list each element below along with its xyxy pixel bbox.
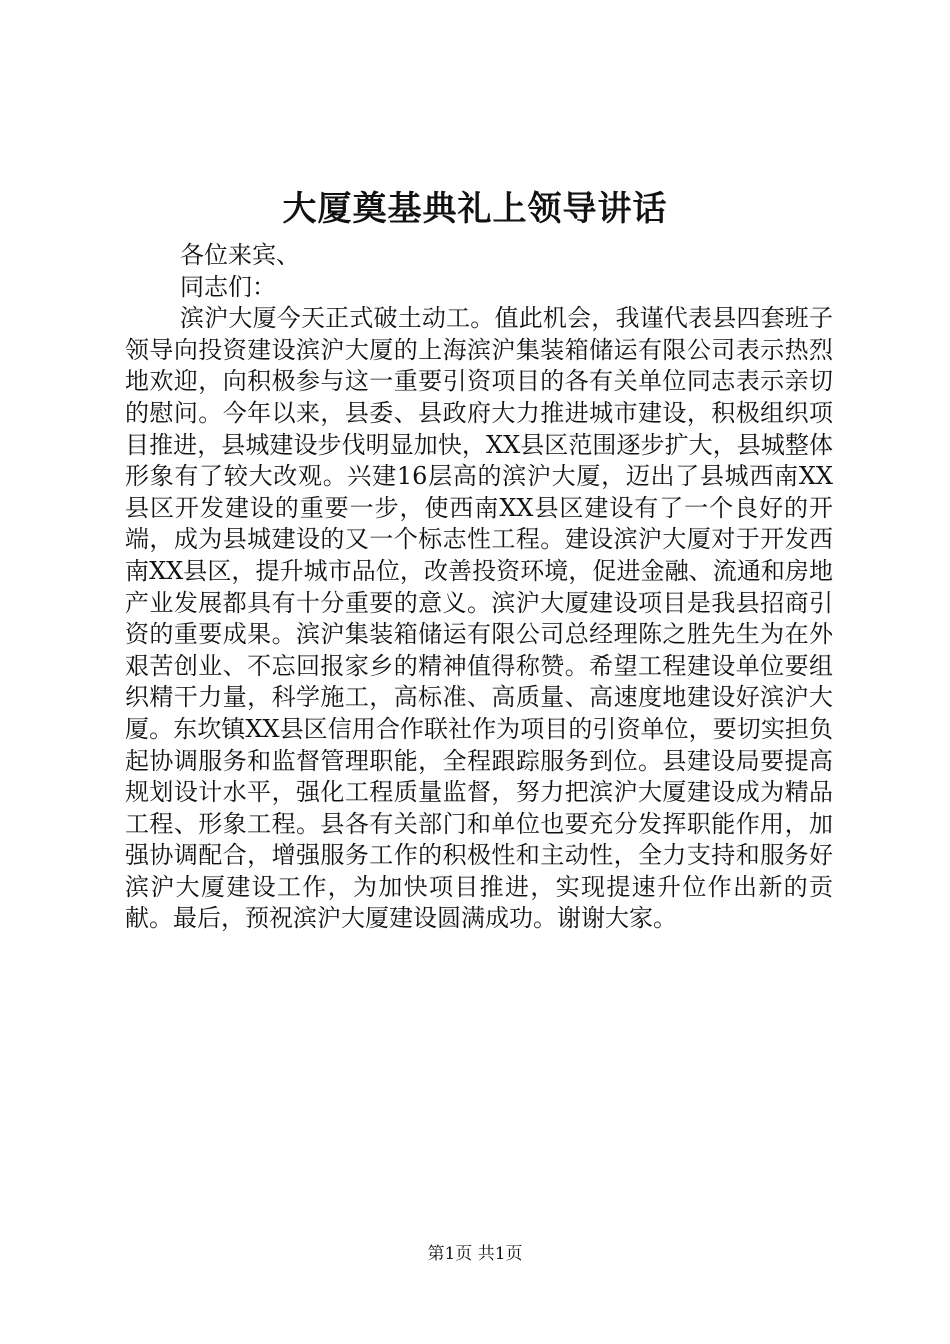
page-footer: 第1页 共1页 [427,1244,523,1264]
document-body [125,240,833,935]
salutation-comrades: 同志们： [180,272,276,301]
speech-paragraph: 滨沪大厦今天正式破土动工。值此机会，我谨代表县四套班子领导向投资建设滨沪大厦的上海滨沪集装箱储运有限公司表示热烈地欢迎，向积极参与这一重要引资项目的各有关单位同志表示亲切的慰问。今年以来，县委、县政府大力推进城市建设，积极组织项目推进，县城建设步伐明显加快，XX县区范围逐步扩大，县城整体形象有了较大改观。兴建16层高的滨沪大厦，迈出了县城西南XX县区开发建设的重要一步，使西南XX县区建设有了一个良好的开端，成为县城建设的又一个标志性工程。建设滨沪大厦对于开发西南XX县区，提升城市品位，改善投资环境，促进金融、流通和房地产业发展都具有十分重要的意义。滨沪大厦建设项目是我县招商引资的重要成果。滨沪集装箱储运有限公司总经理陈之胜先生为在外艰苦创业、不忘回报家乡的精神值得称赞。希望工程建设单位要组织精干力量，科学施工，高标准、高质量、高速度地建设好滨沪大厦。东坎镇XX县区信用合作联社作为项目的引资单位，要切实担负起协调服务和监督管理职能，全程跟踪服务到位。县建设局要提高规划设计水平，强化工程质量监督，努力把滨沪大厦建设成为精品工程、形象工程。县各有关部门和单位也要充分发挥职能作用，加强协调配合，增强服务工作的积极性和主动性，全力支持和服务好滨沪大厦建设工作，为加快项目推进，实现提速升位作出新的贡献。最后，预祝滨沪大厦建设圆满成功。谢谢大家。 [125,304,833,933]
document-title: 大厦奠基典礼上领导讲话 [282,189,668,229]
salutation-guests: 各位来宾、 [180,241,300,269]
